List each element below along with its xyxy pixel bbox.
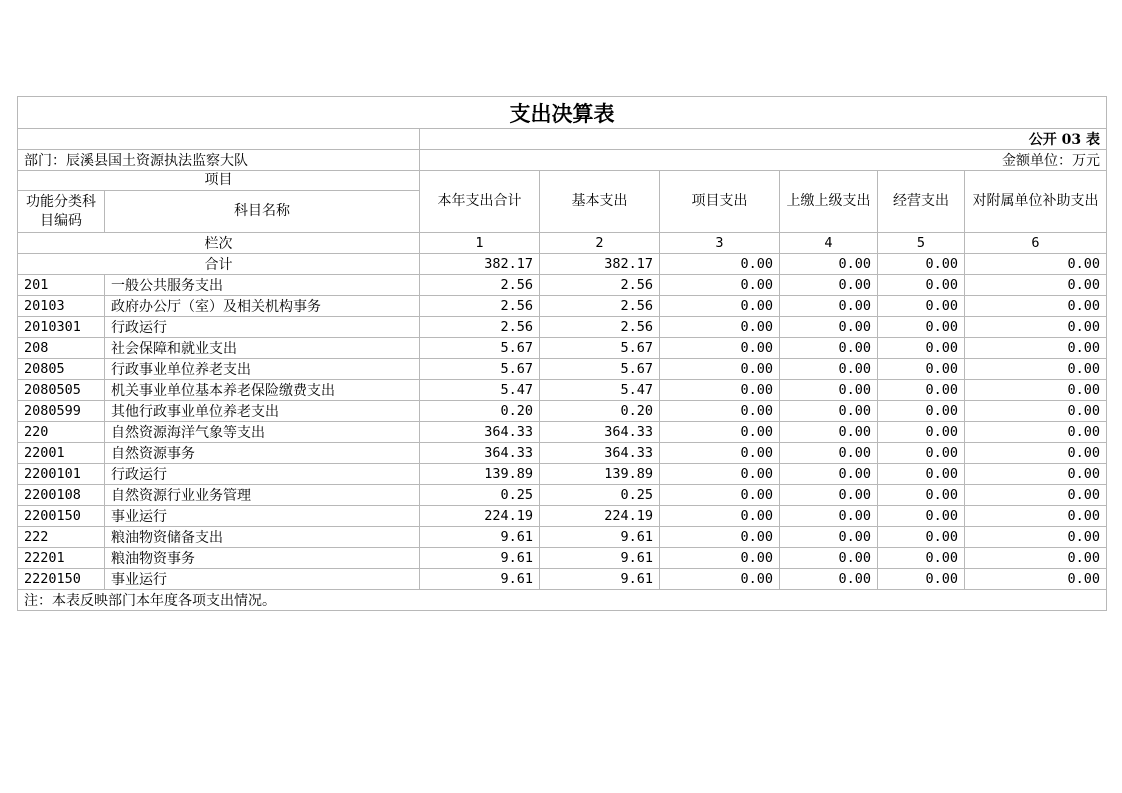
amount-cell: 0.00 [780, 401, 878, 422]
table-row [18, 506, 1107, 527]
amount-cell: 5.47 [540, 380, 660, 401]
subject-name: 行政运行 [105, 464, 420, 485]
column-index: 4 [780, 233, 878, 254]
table-row [18, 422, 1107, 443]
expenditure-table [17, 96, 1107, 611]
amount-cell: 364.33 [540, 422, 660, 443]
amount-cell: 0.00 [780, 317, 878, 338]
amount-cell: 0.00 [660, 380, 780, 401]
amount-cell: 364.33 [420, 443, 540, 464]
subject-code: 20103 [18, 296, 105, 317]
amount-cell: 5.67 [540, 359, 660, 380]
amount-cell: 0.00 [780, 464, 878, 485]
amount-cell: 0.00 [878, 296, 965, 317]
amount-cell: 0.25 [540, 485, 660, 506]
amount-cell: 0.20 [420, 401, 540, 422]
amount-cell: 2.56 [420, 296, 540, 317]
amount-cell: 0.00 [780, 422, 878, 443]
table-row [18, 569, 1107, 590]
amount-cell: 364.33 [540, 443, 660, 464]
amount-cell: 0.00 [878, 359, 965, 380]
amount-cell: 5.67 [420, 359, 540, 380]
amount-cell: 0.25 [420, 485, 540, 506]
subject-name: 事业运行 [105, 506, 420, 527]
amount-cell: 0.00 [965, 527, 1107, 548]
amount-cell: 0.00 [965, 401, 1107, 422]
subject-name: 自然资源行业业务管理 [105, 485, 420, 506]
subject-code: 2010301 [18, 317, 105, 338]
amount-cell: 9.61 [540, 548, 660, 569]
column-index: 3 [660, 233, 780, 254]
amount-cell: 0.00 [878, 275, 965, 296]
subject-name: 粮油物资事务 [105, 548, 420, 569]
header-project-expense: 项目支出 [660, 171, 780, 233]
amount-cell: 0.00 [878, 380, 965, 401]
total-value: 0.00 [878, 254, 965, 275]
subject-code: 20805 [18, 359, 105, 380]
column-index: 2 [540, 233, 660, 254]
amount-cell: 2.56 [420, 317, 540, 338]
amount-cell: 0.00 [660, 527, 780, 548]
table-row [18, 317, 1107, 338]
amount-cell: 0.00 [878, 464, 965, 485]
subject-name: 粮油物资储备支出 [105, 527, 420, 548]
amount-cell: 0.00 [780, 359, 878, 380]
amount-cell: 0.00 [878, 506, 965, 527]
amount-cell: 139.89 [540, 464, 660, 485]
total-value: 382.17 [540, 254, 660, 275]
amount-cell: 9.61 [420, 548, 540, 569]
page-title: 支出决算表 [18, 97, 1107, 129]
amount-cell: 2.56 [540, 296, 660, 317]
subject-code: 2080599 [18, 401, 105, 422]
subject-name: 行政运行 [105, 317, 420, 338]
amount-cell: 0.00 [878, 548, 965, 569]
total-label: 合计 [18, 254, 420, 275]
table-row [18, 380, 1107, 401]
subject-name: 事业运行 [105, 569, 420, 590]
table-row [18, 401, 1107, 422]
subject-code: 2080505 [18, 380, 105, 401]
subject-name: 机关事业单位基本养老保险缴费支出 [105, 380, 420, 401]
amount-cell: 0.00 [660, 359, 780, 380]
amount-cell: 0.00 [660, 443, 780, 464]
table-row [18, 275, 1107, 296]
amount-cell: 0.20 [540, 401, 660, 422]
table-row [18, 464, 1107, 485]
amount-cell: 0.00 [878, 527, 965, 548]
amount-cell: 0.00 [780, 338, 878, 359]
subject-code: 222 [18, 527, 105, 548]
subject-code: 201 [18, 275, 105, 296]
amount-cell: 9.61 [420, 527, 540, 548]
table-row [18, 548, 1107, 569]
subject-name: 其他行政事业单位养老支出 [105, 401, 420, 422]
header-subject-name: 科目名称 [105, 191, 420, 233]
amount-cell: 364.33 [420, 422, 540, 443]
subject-code: 2200108 [18, 485, 105, 506]
subject-name: 社会保障和就业支出 [105, 338, 420, 359]
header-subsidy: 对附属单位补助支出 [965, 171, 1107, 233]
subject-code: 22001 [18, 443, 105, 464]
amount-cell: 0.00 [965, 338, 1107, 359]
table-row [18, 359, 1107, 380]
amount-cell: 9.61 [540, 527, 660, 548]
amount-cell: 0.00 [965, 569, 1107, 590]
amount-cell: 0.00 [965, 380, 1107, 401]
amount-cell: 0.00 [878, 401, 965, 422]
amount-cell: 0.00 [660, 401, 780, 422]
amount-cell: 0.00 [965, 485, 1107, 506]
amount-cell: 0.00 [660, 338, 780, 359]
subject-code: 220 [18, 422, 105, 443]
table-body [18, 275, 1107, 590]
amount-cell: 0.00 [780, 296, 878, 317]
header-operating: 经营支出 [878, 171, 965, 233]
table-row [18, 443, 1107, 464]
total-value: 0.00 [780, 254, 878, 275]
amount-cell: 139.89 [420, 464, 540, 485]
amount-cell: 9.61 [420, 569, 540, 590]
subject-code: 2200150 [18, 506, 105, 527]
amount-cell: 2.56 [540, 317, 660, 338]
table-note: 注：本表反映部门本年度各项支出情况。 [18, 590, 1107, 611]
amount-cell: 0.00 [780, 548, 878, 569]
amount-cell: 0.00 [780, 380, 878, 401]
amount-cell: 0.00 [780, 569, 878, 590]
amount-cell: 0.00 [780, 506, 878, 527]
amount-cell: 5.67 [420, 338, 540, 359]
amount-cell: 224.19 [420, 506, 540, 527]
subject-name: 一般公共服务支出 [105, 275, 420, 296]
column-index: 1 [420, 233, 540, 254]
amount-cell: 0.00 [660, 296, 780, 317]
amount-cell: 0.00 [965, 296, 1107, 317]
subject-name: 政府办公厅（室）及相关机构事务 [105, 296, 420, 317]
subject-code: 2200101 [18, 464, 105, 485]
amount-cell: 0.00 [878, 569, 965, 590]
amount-cell: 0.00 [660, 317, 780, 338]
subject-code: 22201 [18, 548, 105, 569]
amount-cell: 0.00 [965, 464, 1107, 485]
header-total: 本年支出合计 [420, 171, 540, 233]
amount-cell: 0.00 [780, 485, 878, 506]
amount-cell: 0.00 [965, 275, 1107, 296]
amount-cell: 5.47 [420, 380, 540, 401]
amount-cell: 0.00 [660, 485, 780, 506]
column-index-label: 栏次 [18, 233, 420, 254]
total-row [18, 254, 1107, 275]
amount-cell: 5.67 [540, 338, 660, 359]
amount-cell: 0.00 [878, 317, 965, 338]
amount-cell: 0.00 [660, 506, 780, 527]
form-number: 公开 03 表 [420, 129, 1107, 150]
amount-cell: 0.00 [878, 338, 965, 359]
amount-cell: 0.00 [965, 359, 1107, 380]
column-index: 6 [965, 233, 1107, 254]
amount-cell: 0.00 [660, 275, 780, 296]
amount-cell: 0.00 [780, 527, 878, 548]
subject-code: 2220150 [18, 569, 105, 590]
header-basic: 基本支出 [540, 171, 660, 233]
amount-cell: 0.00 [965, 506, 1107, 527]
amount-cell: 0.00 [660, 464, 780, 485]
subject-name: 自然资源海洋气象等支出 [105, 422, 420, 443]
subject-name: 自然资源事务 [105, 443, 420, 464]
amount-cell: 0.00 [965, 317, 1107, 338]
subject-name: 行政事业单位养老支出 [105, 359, 420, 380]
table-row [18, 296, 1107, 317]
subject-code: 208 [18, 338, 105, 359]
amount-cell: 2.56 [420, 275, 540, 296]
total-value: 0.00 [965, 254, 1107, 275]
header-func-code: 功能分类科目编码 [18, 191, 105, 233]
table-row [18, 527, 1107, 548]
department-label: 部门：辰溪县国土资源执法监察大队 [18, 150, 420, 171]
amount-cell: 0.00 [780, 443, 878, 464]
amount-cell: 0.00 [660, 569, 780, 590]
expenditure-sheet [17, 96, 1106, 611]
amount-cell: 0.00 [878, 422, 965, 443]
amount-cell: 0.00 [878, 443, 965, 464]
table-row [18, 485, 1107, 506]
total-value: 382.17 [420, 254, 540, 275]
amount-cell: 0.00 [965, 548, 1107, 569]
amount-cell: 0.00 [965, 443, 1107, 464]
unit-label: 金额单位：万元 [420, 150, 1107, 171]
amount-cell: 9.61 [540, 569, 660, 590]
amount-cell: 0.00 [878, 485, 965, 506]
column-index: 5 [878, 233, 965, 254]
amount-cell: 0.00 [780, 275, 878, 296]
header-project: 项目 [18, 171, 420, 191]
table-row [18, 338, 1107, 359]
header-upper-payment: 上缴上级支出 [780, 171, 878, 233]
total-value: 0.00 [660, 254, 780, 275]
amount-cell: 224.19 [540, 506, 660, 527]
amount-cell: 0.00 [660, 548, 780, 569]
amount-cell: 0.00 [965, 422, 1107, 443]
amount-cell: 2.56 [540, 275, 660, 296]
amount-cell: 0.00 [660, 422, 780, 443]
